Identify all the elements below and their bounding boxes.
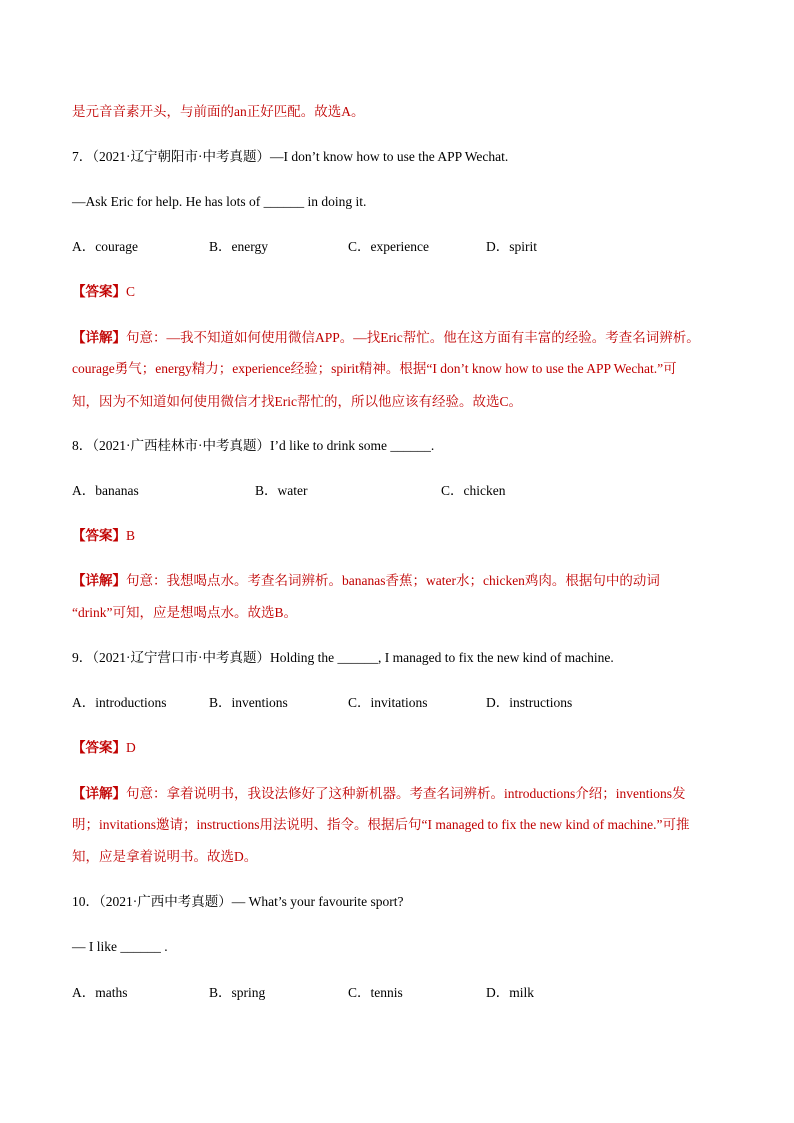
q7-option-d: D．spirit	[486, 239, 538, 254]
q7-answer	[72, 283, 135, 301]
q9-detail-line-1: 【详解】句意：拿着说明书，我设法修好了这种新机器。考查名词辨析。introductions介绍；inventions发	[72, 786, 686, 801]
question-7-stem: 7．（2021·辽宁朝阳市·中考真题）—I don’t know how to use the APP Wechat.	[72, 149, 509, 164]
answer-value: C	[126, 284, 136, 299]
answer-tag: 【答案】	[72, 284, 126, 299]
q8-detail-line-1: 【详解】句意：我想喝点水。考查名词辨析。bananas香蕉；water水；chicken鸡肉。根据句中的动词	[72, 573, 660, 588]
q7-option-c: C．experience	[348, 239, 429, 254]
detail-tag: 【详解】	[72, 573, 126, 588]
question-7-line2: —Ask Eric for help. He has lots of ______ in doing it.	[72, 194, 367, 209]
q8-option-b: B．water	[255, 483, 308, 498]
q9-detail-line-3: 知，应是拿着说明书。故选D。	[72, 849, 258, 864]
q10-option-d: D．milk	[486, 985, 535, 1000]
detail-tag: 【详解】	[72, 330, 126, 345]
answer-tag: 【答案】	[72, 740, 126, 755]
q7-detail-line-2: courage勇气；energy精力；experience经验；spirit精神。根据“I don’t know how to use the APP Wechat.”可	[72, 361, 677, 376]
q7-option-a: A．courage	[72, 239, 138, 254]
answer-value: B	[126, 528, 136, 543]
q9-option-d: D．instructions	[486, 695, 573, 710]
answer-tag: 【答案】	[72, 528, 126, 543]
q8-option-c: C．chicken	[441, 483, 506, 498]
question-10-stem: 10．（2021·广西中考真题）— What’s your favourite sport?	[72, 894, 404, 909]
question-10-line2: — I like ______ .	[72, 939, 168, 954]
q9-answer	[72, 739, 136, 757]
detail-tag: 【详解】	[72, 786, 126, 801]
q8-answer	[72, 527, 135, 545]
q7-detail-line-3: 知，因为不知道如何使用微信才找Eric帮忙的，所以他应该有经验。故选C。	[72, 394, 522, 409]
q10-option-a: A．maths	[72, 985, 128, 1000]
q10-option-b: B．spring	[209, 985, 266, 1000]
answer-value: D	[126, 740, 136, 755]
q9-option-a: A．introductions	[72, 695, 167, 710]
q9-detail-line-2: 明；invitations邀请；instructions用法说明、指令。根据后句“I managed to fix the new kind of machine.”可推	[72, 817, 690, 832]
q8-option-a: A．bananas	[72, 483, 139, 498]
question-9-stem: 9．（2021·辽宁营口市·中考真题）Holding the ______, I managed to fix the new kind of machine.	[72, 650, 614, 665]
explanation-continuation: 是元音音素开头，与前面的an正好匹配。故选A。	[72, 104, 365, 119]
q9-option-c: C．invitations	[348, 695, 428, 710]
q10-option-c: C．tennis	[348, 985, 403, 1000]
q8-detail-line-2: “drink”可知，应是想喝点水。故选B。	[72, 605, 297, 620]
question-8-stem: 8．（2021·广西桂林市·中考真题）I’d like to drink some ______.	[72, 438, 435, 453]
q9-option-b: B．inventions	[209, 695, 288, 710]
q7-option-b: B．energy	[209, 239, 268, 254]
q7-detail-line-1: 【详解】句意：—我不知道如何使用微信APP。—找Eric帮忙。他在这方面有丰富的经验。考查名词辨析。	[72, 330, 700, 345]
